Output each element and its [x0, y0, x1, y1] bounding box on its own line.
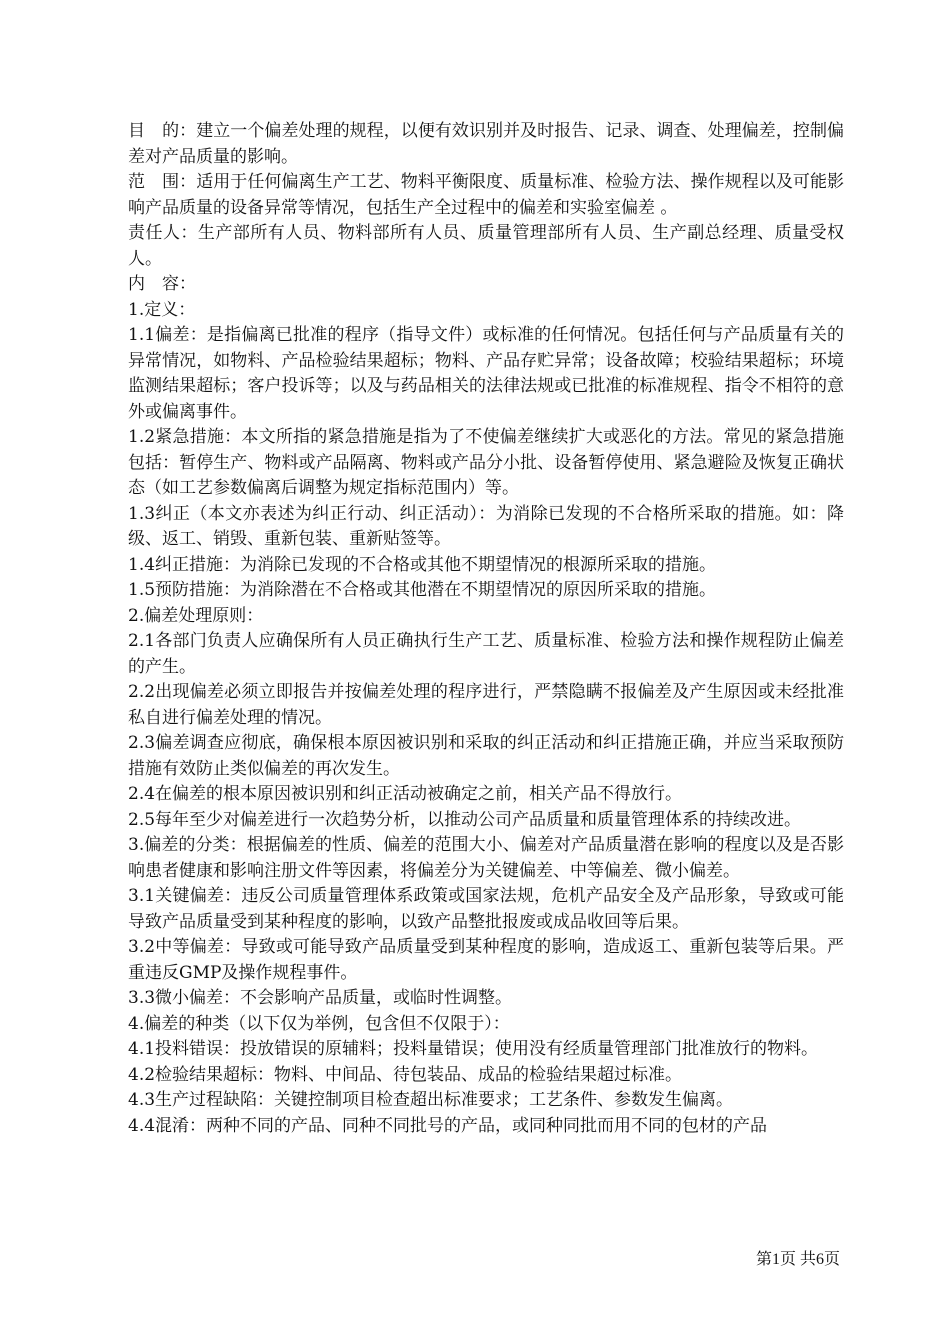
paragraph-4-3: 4.3生产过程缺陷：关键控制项目检查超出标准要求；工艺条件、参数发生偏离。 — [128, 1090, 734, 1110]
paragraph-2-5: 2.5每年至少对偏差进行一次趋势分析，以推动公司产品质量和质量管理体系的持续改进。 — [128, 809, 802, 830]
section-heading-1: 1.定义： — [128, 299, 196, 320]
document-body — [128, 119, 844, 1139]
paragraph-2-4: 2.4在偏差的根本原因被识别和纠正活动被确定之前，相关产品不得放行。 — [128, 784, 683, 804]
paragraph-1-3: 1.3纠正（本文亦表述为纠正行动、纠正活动）：为消除已发现的不合格所采取的措施。如：降级、返工、销毁、重新包装、重新贴签等。 — [128, 503, 844, 549]
paragraph-2-3: 2.3偏差调查应彻底，确保根本原因被识别和采取的纠正活动和纠正措施正确，并应当采取预防措施有效防止类似偏差的再次发生。 — [128, 733, 844, 779]
page-number-footer: 第1页 共6页 — [755, 1251, 840, 1268]
section-heading-4: 4.偏差的种类（以下仅为举例，包含但不仅限于）： — [128, 1013, 510, 1034]
paragraph-2-2: 2.2出现偏差必须立即报告并按偏差处理的程序进行，严禁隐瞒不报偏差及产生原因或未经批准私自进行偏差处理的情况。 — [128, 682, 844, 728]
paragraph-3-2: 3.2中等偏差：导致或可能导致产品质量受到某种程度的影响，造成返工、重新包装等后果。严重违反GMP及操作规程事件。 — [128, 937, 844, 983]
paragraph-content-heading: 内 容： — [128, 274, 196, 294]
paragraph-4-2: 4.2检验结果超标：物料、中间品、待包装品、成品的检验结果超过标准。 — [128, 1064, 683, 1085]
paragraph-1-1: 1.1偏差：是指偏离已批准的程序（指导文件）或标准的任何情况。包括任何与产品质量有关的异常情况，如物料、产品检验结果超标；物料、产品存贮异常；设备故障；校验结果超标；环境监测结果超标；客户投诉等；以及与药品相关的法律法规或已批准的标准规程、指令不相符的意外或偏离事件。 — [128, 325, 844, 422]
section-heading-2: 2.偏差处理原则： — [128, 605, 264, 626]
section-heading-3: 3.偏差的分类：根据偏差的性质、偏差的范围大小、偏差对产品质量潜在影响的程度以及是否影响患者健康和影响注册文件等因素，将偏差分为关键偏差、中等偏差、微小偏差。 — [128, 835, 844, 881]
paragraph-responsible: 责任人：生产部所有人员、物料部所有人员、质量管理部所有人员、生产副总经理、质量受权人。 — [128, 223, 844, 269]
paragraph-2-1: 2.1各部门负责人应确保所有人员正确执行生产工艺、质量标准、检验方法和操作规程防止偏差的产生。 — [128, 631, 844, 677]
paragraph-1-4: 1.4纠正措施：为消除已发现的不合格或其他不期望情况的根源所采取的措施。 — [128, 554, 717, 575]
paragraph-4-1: 4.1投料错误：投放错误的原辅料；投料量错误；使用没有经质量管理部门批准放行的物料。 — [128, 1039, 819, 1059]
paragraph-purpose: 目 的：建立一个偏差处理的规程，以便有效识别并及时报告、记录、调查、处理偏差，控制偏差对产品质量的影响。 — [128, 121, 844, 167]
paragraph-3-3: 3.3微小偏差：不会影响产品质量，或临时性调整。 — [128, 988, 513, 1008]
paragraph-1-5: 1.5预防措施：为消除潜在不合格或其他潜在不期望情况的原因所采取的措施。 — [128, 580, 717, 600]
paragraph-4-4: 4.4混淆：两种不同的产品、同种不同批号的产品，或同种同批而用不同的包材的产品 — [128, 1115, 768, 1136]
paragraph-1-2: 1.2紧急措施：本文所指的紧急措施是指为了不使偏差继续扩大或恶化的方法。常见的紧急措施包括：暂停生产、物料或产品隔离、物料或产品分小批、设备暂停使用、紧急避险及恢复正确状态（如工艺参数偏离后调整为规定指标范围内）等。 — [128, 427, 844, 498]
paragraph-3-1: 3.1关键偏差：违反公司质量管理体系政策或国家法规，危机产品安全及产品形象，导致或可能导致产品质量受到某种程度的影响，以致产品整批报废或成品收回等后果。 — [128, 886, 844, 932]
paragraph-scope: 范 围：适用于任何偏离生产工艺、物料平衡限度、质量标准、检验方法、操作规程以及可能影响产品质量的设备异常等情况，包括生产全过程中的偏差和实验室偏差 。 — [128, 172, 844, 218]
